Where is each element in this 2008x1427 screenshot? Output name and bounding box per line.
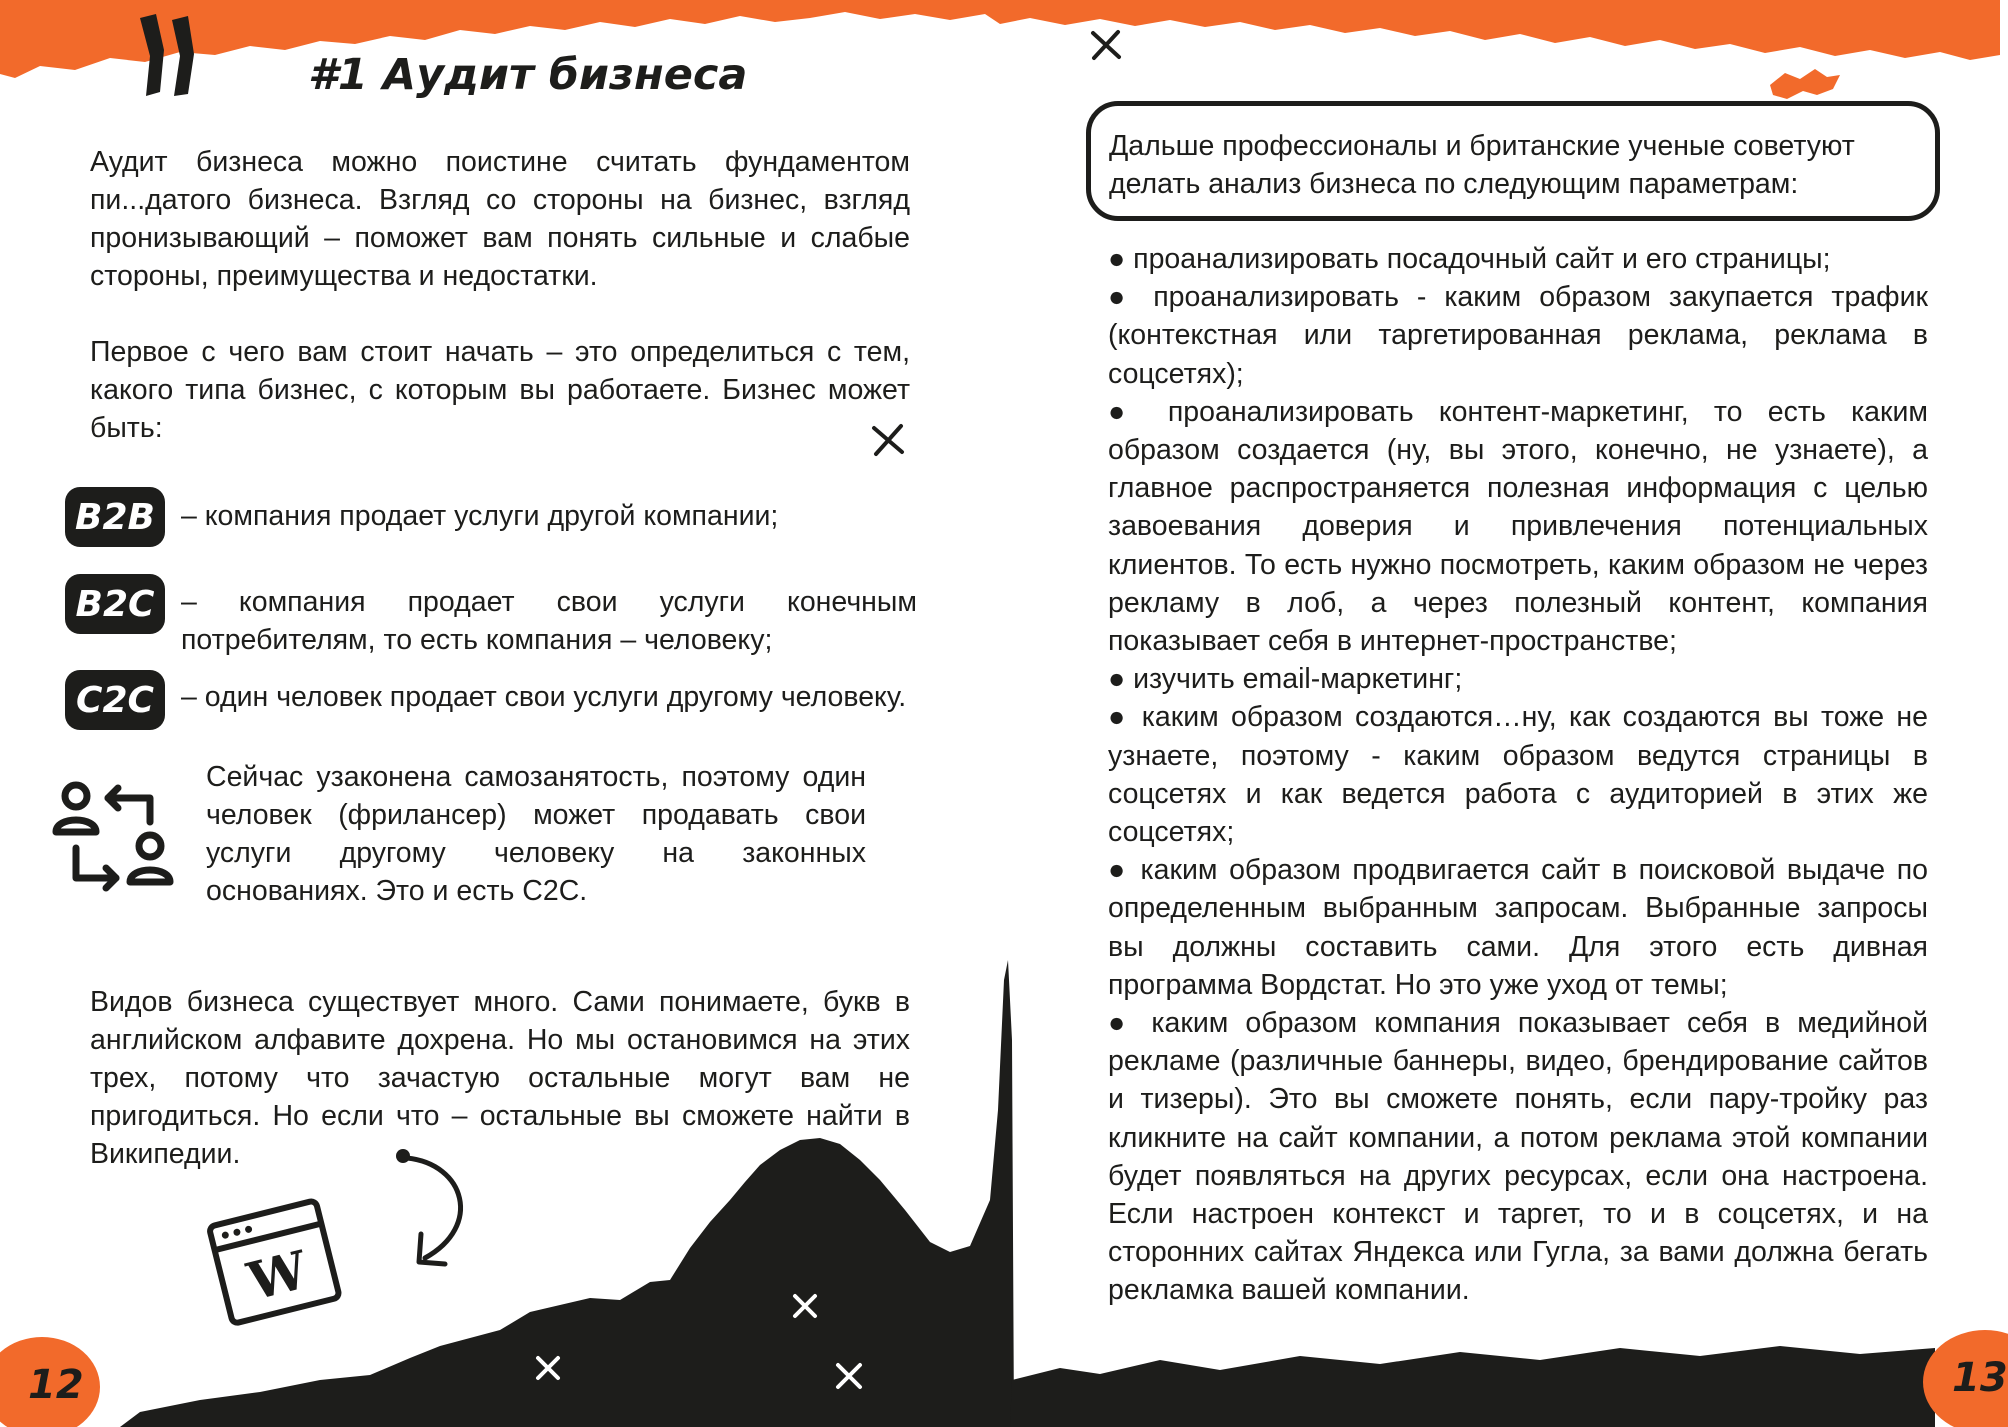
list-item: ● проанализировать контент-маркетинг, то есть каким образом создается (ну, вы этого, конечно, не узнаете), а главное распространяется полезная информация с целью завоевания доверия и привлечения потенциальных клиентов. То есть нужно посмотреть, каким образом не через рекламу в лоб, а через полезный контент, компания показывает себя в интернет-пространстве; [1108, 395, 1928, 658]
list-item: ● каким образом создаются…ну, как создаются вы тоже не узнаете, поэтому - каким образом ведутся страницы в соцсетях и как ведется работа с аудиторией в этих же соцсетях; [1108, 701, 1928, 849]
b2c-badge: B2C [65, 574, 165, 634]
list-item: ● проанализировать посадочный сайт и его страницы; [1108, 243, 1831, 275]
left-page-number: 12 [28, 1362, 84, 1408]
callout-box: Дальше профессионалы и британские ученые советуют делать анализ бизнеса по следующим параметрам: [1086, 101, 1940, 221]
list-item: ● каким образом компания показывает себя в медийной рекламе (различные баннеры, видео, брендирование сайтов и тизеры). Это вы сможете понять, если пару-тройку раз кликните на сайт компании, а потом реклама этой компании будет появляться на других ресурсах, если она настроена. Если настроен контекст и таргет, то и в соцсетях, и на сторонних сайтах Яндекса или Гугла, за вами должна бегать рекламка вашей компании. [1108, 1007, 1928, 1307]
list-item: ● каким образом продвигается сайт в поисковой выдаче по определенным выбранным запросам. Выбранные запросы вы должны составить сами. Для этого есть дивная программа Вордстат. Но это уже уход от темы; [1108, 854, 1928, 1001]
b2c-description: – компания продает свои услуги конечным потребителям, то есть компания – человеку; [181, 586, 917, 656]
orange-top-banner [0, 0, 2000, 110]
outro-paragraph: Видов бизнеса существует много. Сами понимаете, букв в английском алфавите дохрена. Но мы остановимся на этих трех, потому что зачастую остальные могут вам не пригодиться. Но если что – остальные вы сможете найти в Википедии. [90, 986, 910, 1170]
analysis-parameters-list [1108, 240, 1928, 1310]
c2c-description: – один человек продает свои услуги другому человеку. [181, 681, 907, 713]
right-page-number: 13 [1952, 1355, 2008, 1401]
b2b-description: – компания продает услуги другой компании; [181, 500, 779, 532]
list-item: ● изучить email-маркетинг; [1108, 663, 1463, 696]
brush-mark-icon [130, 10, 205, 100]
list-item: ● проанализировать - каким образом закупается трафик (контекстная или таргетированная реклама, реклама в соцсетях); [1108, 281, 1928, 390]
c2c-badge: C2C [65, 670, 165, 730]
b2b-badge: B2B [65, 487, 165, 547]
c2c-note-paragraph: Сейчас узаконена самозанятость, поэтому один человек (фрилансер) может продавать свои услуги другому человеку на законных основаниях. Это и есть C2C. [206, 761, 866, 907]
orange-splatter [1765, 65, 1845, 105]
svg-text:W: W [242, 1239, 314, 1313]
cross-mark-icon [1088, 27, 1124, 63]
people-exchange-icon [48, 776, 178, 900]
intro-paragraph: Аудит бизнеса можно поистине считать фундаментом пи...датого бизнеса. Взгляд со стороны на бизнес, взгляд пронизывающий – поможет вам понять сильные и слабые стороны, преимущества и недостатки. [90, 146, 910, 292]
page-title: #1 Аудит бизнеса [308, 50, 748, 100]
types-intro-paragraph: Первое с чего вам стоит начать – это определиться с тем, какого типа бизнес, с которым вы работаете. Бизнес может быть: [90, 336, 910, 444]
